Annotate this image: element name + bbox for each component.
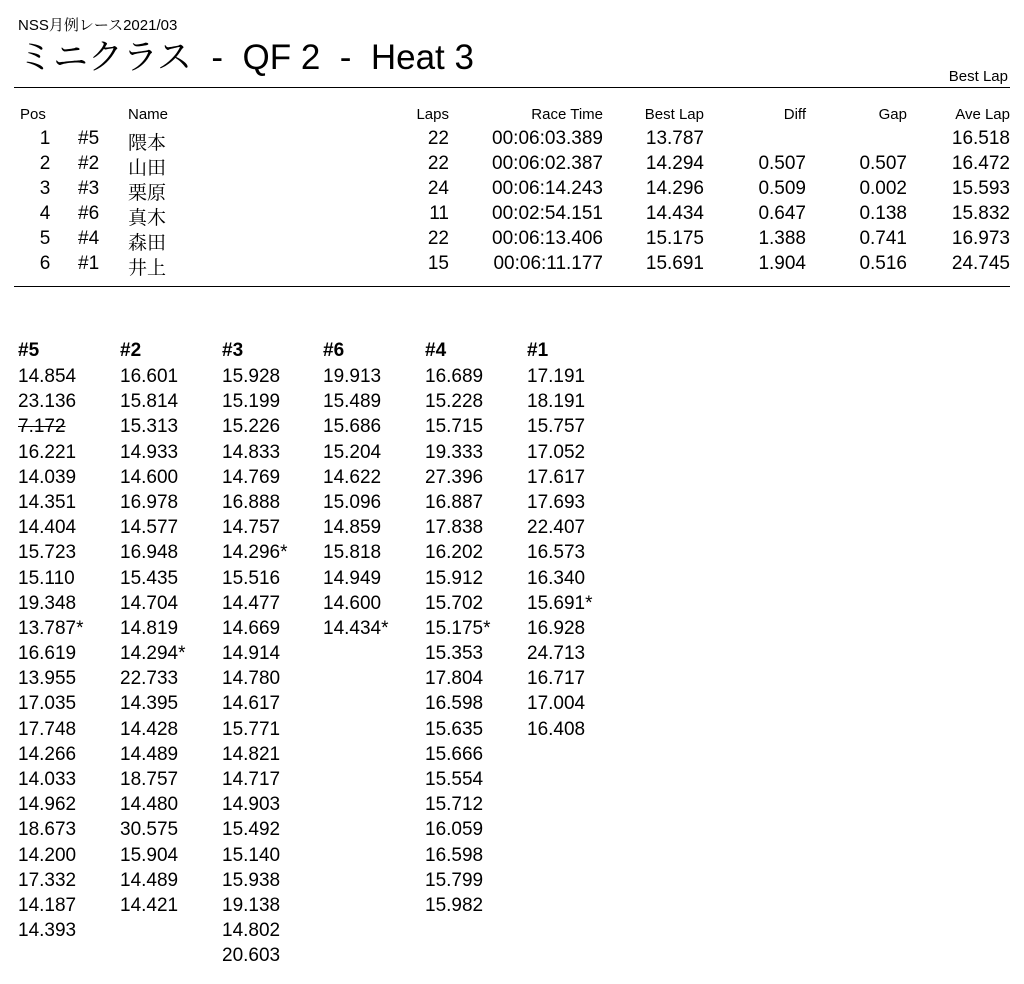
lap-time: 14.200 bbox=[18, 844, 77, 866]
result-driver-name: 隈本 bbox=[128, 133, 167, 154]
result-best-lap: 15.691 bbox=[645, 253, 704, 274]
results-table bbox=[0, 106, 1024, 278]
lap-column bbox=[222, 338, 322, 969]
lap-time: 16.408 bbox=[527, 718, 586, 740]
lap-time: 7.172 bbox=[18, 416, 66, 438]
lap-time: 16.598 bbox=[425, 844, 484, 866]
lap-time: 15.489 bbox=[323, 391, 382, 413]
lap-time: 15.814 bbox=[120, 391, 179, 413]
result-car-number: #3 bbox=[78, 178, 100, 199]
lap-time: 16.689 bbox=[425, 366, 484, 387]
lap-time: 14.854 bbox=[18, 366, 77, 387]
lap-time: 15.313 bbox=[120, 416, 179, 438]
lap-time: 15.199 bbox=[222, 391, 281, 413]
page-title: ミニクラス - QF 2 - Heat 3 bbox=[18, 38, 474, 77]
result-ave-lap: 16.973 bbox=[951, 228, 1010, 249]
lap-time: 14.617 bbox=[222, 693, 281, 715]
result-pos: 6 bbox=[39, 253, 51, 274]
lap-time: 16.202 bbox=[425, 542, 484, 564]
lap-time: 14.704 bbox=[120, 592, 179, 614]
results-header-row bbox=[0, 106, 1024, 128]
lap-time: 15.799 bbox=[425, 869, 484, 891]
lap-time: 14.600 bbox=[120, 466, 179, 488]
lap-time: 14.266 bbox=[18, 743, 77, 765]
lap-time: 17.035 bbox=[18, 693, 77, 715]
result-ave-lap: 24.745 bbox=[951, 253, 1010, 274]
lap-time: 16.928 bbox=[527, 617, 586, 639]
lap-time: 14.819 bbox=[120, 617, 179, 639]
col-header-pos: Pos bbox=[20, 106, 46, 123]
lap-time: 15.904 bbox=[120, 844, 179, 866]
lap-time: 17.004 bbox=[527, 693, 586, 715]
lap-time: 24.713 bbox=[527, 643, 586, 665]
lap-time: 15.554 bbox=[425, 769, 484, 790]
result-laps: 15 bbox=[427, 253, 449, 274]
lap-time: 15.723 bbox=[18, 542, 77, 564]
result-car-number: #4 bbox=[78, 228, 100, 249]
lap-time: 19.138 bbox=[222, 894, 281, 916]
result-driver-name: 井上 bbox=[128, 258, 167, 279]
result-gap: 0.002 bbox=[859, 178, 907, 199]
result-laps: 22 bbox=[427, 128, 449, 149]
lap-time: 14.489 bbox=[120, 869, 179, 891]
lap-time: 14.294* bbox=[120, 643, 186, 665]
result-car-number: #2 bbox=[78, 153, 100, 174]
lap-time: 14.480 bbox=[120, 794, 179, 816]
result-row bbox=[0, 153, 1024, 178]
col-header-best-lap: Best Lap bbox=[644, 106, 704, 123]
result-driver-name: 山田 bbox=[128, 158, 167, 179]
lap-time: 14.833 bbox=[222, 441, 281, 463]
lap-time: 14.769 bbox=[222, 466, 281, 488]
sort-label: Best Lap bbox=[948, 68, 1008, 85]
result-best-lap: 14.294 bbox=[645, 153, 704, 174]
lap-column bbox=[527, 338, 627, 742]
result-ave-lap: 15.593 bbox=[951, 178, 1010, 199]
event-subtitle: NSS月例レース2021/03 bbox=[18, 17, 178, 34]
lap-time: 18.757 bbox=[120, 769, 179, 790]
lap-time: 17.838 bbox=[425, 517, 484, 539]
lap-column bbox=[323, 338, 423, 641]
result-best-lap: 15.175 bbox=[645, 228, 704, 249]
lap-time: 14.600 bbox=[323, 592, 382, 614]
lap-time: 15.702 bbox=[425, 592, 484, 614]
lap-time: 15.228 bbox=[425, 391, 484, 413]
lap-time: 14.622 bbox=[323, 466, 382, 488]
result-driver-name: 森田 bbox=[128, 233, 167, 254]
lap-time: 17.804 bbox=[425, 668, 484, 690]
lap-time: 16.619 bbox=[18, 643, 77, 665]
lap-time: 15.175* bbox=[425, 617, 491, 639]
result-race-time: 00:06:13.406 bbox=[492, 228, 603, 249]
lap-time: 20.603 bbox=[222, 945, 281, 967]
lap-time: 14.421 bbox=[120, 894, 179, 916]
lap-time: 15.771 bbox=[222, 718, 281, 740]
result-car-number: #5 bbox=[78, 128, 100, 149]
result-pos: 3 bbox=[39, 178, 51, 199]
lap-time: 14.393 bbox=[18, 920, 77, 942]
result-laps: 24 bbox=[427, 178, 449, 199]
lap-time: 14.434* bbox=[323, 617, 389, 639]
lap-time: 16.601 bbox=[120, 366, 179, 387]
lap-time: 15.712 bbox=[425, 794, 484, 816]
lap-time: 15.912 bbox=[425, 567, 484, 589]
lap-column-header: #3 bbox=[222, 340, 244, 361]
lap-time: 15.928 bbox=[222, 366, 281, 387]
lap-time: 13.955 bbox=[18, 668, 77, 690]
col-header-race-time: Race Time bbox=[531, 106, 603, 123]
lap-time: 14.428 bbox=[120, 718, 179, 740]
result-laps: 22 bbox=[427, 228, 449, 249]
result-ave-lap: 16.472 bbox=[951, 153, 1010, 174]
lap-time: 16.717 bbox=[527, 668, 586, 690]
result-car-number: #6 bbox=[78, 203, 100, 224]
lap-time: 14.039 bbox=[18, 466, 77, 488]
lap-column-header: #1 bbox=[527, 340, 549, 361]
result-race-time: 00:06:02.387 bbox=[492, 153, 603, 174]
col-header-name: Name bbox=[128, 106, 169, 123]
result-driver-name: 栗原 bbox=[128, 183, 167, 204]
result-pos: 5 bbox=[39, 228, 51, 249]
lap-time: 15.938 bbox=[222, 869, 281, 891]
lap-time: 27.396 bbox=[425, 466, 484, 488]
lap-time: 15.110 bbox=[18, 567, 75, 589]
lap-column-header: #2 bbox=[120, 340, 142, 361]
result-pos: 4 bbox=[39, 203, 51, 224]
lap-time: 15.666 bbox=[425, 743, 484, 765]
lap-time: 15.096 bbox=[323, 491, 382, 513]
lap-time: 14.477 bbox=[222, 592, 281, 614]
lap-column bbox=[425, 338, 525, 918]
result-gap: 0.516 bbox=[859, 253, 907, 274]
result-laps: 22 bbox=[427, 153, 449, 174]
lap-column bbox=[120, 338, 220, 918]
lap-time: 17.332 bbox=[18, 869, 77, 891]
result-ave-lap: 15.832 bbox=[951, 203, 1010, 224]
result-best-lap: 14.296 bbox=[645, 178, 704, 199]
lap-time: 15.140 bbox=[222, 844, 281, 866]
result-row bbox=[0, 228, 1024, 253]
result-race-time: 00:06:03.389 bbox=[492, 128, 603, 149]
lap-column-header: #5 bbox=[18, 340, 40, 361]
result-row bbox=[0, 128, 1024, 153]
lap-time: 15.686 bbox=[323, 416, 382, 438]
result-row bbox=[0, 253, 1024, 278]
lap-time: 17.191 bbox=[527, 366, 586, 387]
lap-time: 16.340 bbox=[527, 567, 586, 589]
lap-time: 16.948 bbox=[120, 542, 179, 564]
result-diff: 0.507 bbox=[758, 153, 806, 174]
lap-time: 14.395 bbox=[120, 693, 179, 715]
lap-time: 14.669 bbox=[222, 617, 281, 639]
result-diff: 0.509 bbox=[758, 178, 806, 199]
col-header-ave-lap: Ave Lap bbox=[955, 106, 1010, 123]
lap-time: 16.978 bbox=[120, 491, 179, 513]
result-row bbox=[0, 178, 1024, 203]
lap-time: 17.748 bbox=[18, 718, 77, 740]
lap-time: 17.052 bbox=[527, 441, 586, 463]
lap-time: 14.033 bbox=[18, 769, 77, 790]
lap-time: 14.577 bbox=[120, 517, 179, 539]
lap-time: 16.888 bbox=[222, 491, 281, 513]
lap-time: 14.949 bbox=[323, 567, 382, 589]
result-driver-name: 真木 bbox=[128, 208, 167, 229]
result-diff: 1.904 bbox=[758, 253, 806, 274]
lap-time: 15.353 bbox=[425, 643, 484, 665]
lap-time: 16.598 bbox=[425, 693, 484, 715]
lap-time: 14.914 bbox=[222, 643, 281, 665]
lap-time: 16.573 bbox=[527, 542, 586, 564]
lap-time: 15.715 bbox=[425, 416, 484, 438]
result-best-lap: 14.434 bbox=[645, 203, 704, 224]
lap-time: 14.351 bbox=[18, 491, 77, 513]
lap-time: 22.733 bbox=[120, 668, 179, 690]
lap-time: 15.818 bbox=[323, 542, 382, 564]
result-gap: 0.507 bbox=[859, 153, 907, 174]
col-header-gap: Gap bbox=[878, 106, 907, 123]
lap-time: 15.516 bbox=[222, 567, 281, 589]
result-pos: 2 bbox=[39, 153, 51, 174]
lap-time: 14.962 bbox=[18, 794, 77, 816]
lap-time: 19.348 bbox=[18, 592, 77, 614]
result-laps: 11 bbox=[429, 203, 449, 224]
lap-time: 14.859 bbox=[323, 517, 382, 539]
lap-time: 14.802 bbox=[222, 920, 281, 942]
lap-time: 15.492 bbox=[222, 819, 281, 841]
lap-time: 14.757 bbox=[222, 517, 281, 539]
lap-time: 16.221 bbox=[18, 441, 77, 463]
result-race-time: 00:06:11.177 bbox=[493, 253, 603, 274]
lap-time: 14.187 bbox=[18, 894, 77, 916]
lap-time: 16.059 bbox=[425, 819, 484, 841]
result-row bbox=[0, 203, 1024, 228]
lap-time: 15.435 bbox=[120, 567, 179, 589]
lap-time: 15.204 bbox=[323, 441, 382, 463]
result-gap: 0.741 bbox=[859, 228, 907, 249]
lap-time: 19.333 bbox=[425, 441, 484, 463]
result-diff: 0.647 bbox=[758, 203, 806, 224]
result-car-number: #1 bbox=[78, 253, 100, 274]
lap-time: 14.780 bbox=[222, 668, 281, 690]
lap-time: 14.933 bbox=[120, 441, 179, 463]
result-gap: 0.138 bbox=[859, 203, 907, 224]
lap-time: 17.693 bbox=[527, 491, 586, 513]
result-best-lap: 13.787 bbox=[645, 128, 704, 149]
lap-time: 16.887 bbox=[425, 491, 484, 513]
lap-time: 15.691* bbox=[527, 592, 593, 614]
lap-column-header: #4 bbox=[425, 340, 447, 361]
lap-time: 30.575 bbox=[120, 819, 179, 841]
lap-time: 22.407 bbox=[527, 517, 586, 539]
result-diff: 1.388 bbox=[758, 228, 806, 249]
lap-column-header: #6 bbox=[323, 340, 345, 361]
lap-time: 15.757 bbox=[527, 416, 586, 438]
lap-time: 14.404 bbox=[18, 517, 77, 539]
col-header-laps: Laps bbox=[416, 106, 449, 123]
result-pos: 1 bbox=[39, 128, 51, 149]
lap-time: 14.296* bbox=[222, 542, 288, 564]
result-ave-lap: 16.518 bbox=[951, 128, 1010, 149]
lap-time: 18.673 bbox=[18, 819, 77, 841]
lap-time: 13.787* bbox=[18, 617, 84, 639]
lap-time: 19.913 bbox=[323, 366, 382, 387]
lap-time: 15.982 bbox=[425, 894, 484, 916]
result-race-time: 00:02:54.151 bbox=[492, 203, 603, 224]
result-race-time: 00:06:14.243 bbox=[492, 178, 603, 199]
lap-time: 14.717 bbox=[222, 769, 281, 790]
results-divider bbox=[14, 286, 1010, 287]
col-header-diff: Diff bbox=[783, 106, 806, 123]
lap-time: 14.821 bbox=[222, 743, 281, 765]
lap-time: 23.136 bbox=[18, 391, 77, 413]
header-divider bbox=[14, 87, 1010, 88]
lap-time: 15.226 bbox=[222, 416, 281, 438]
lap-column bbox=[18, 338, 118, 943]
lap-time: 14.903 bbox=[222, 794, 281, 816]
lap-time: 15.635 bbox=[425, 718, 484, 740]
lap-time: 17.617 bbox=[527, 466, 586, 488]
lap-time: 18.191 bbox=[527, 391, 586, 413]
lap-time: 14.489 bbox=[120, 743, 179, 765]
